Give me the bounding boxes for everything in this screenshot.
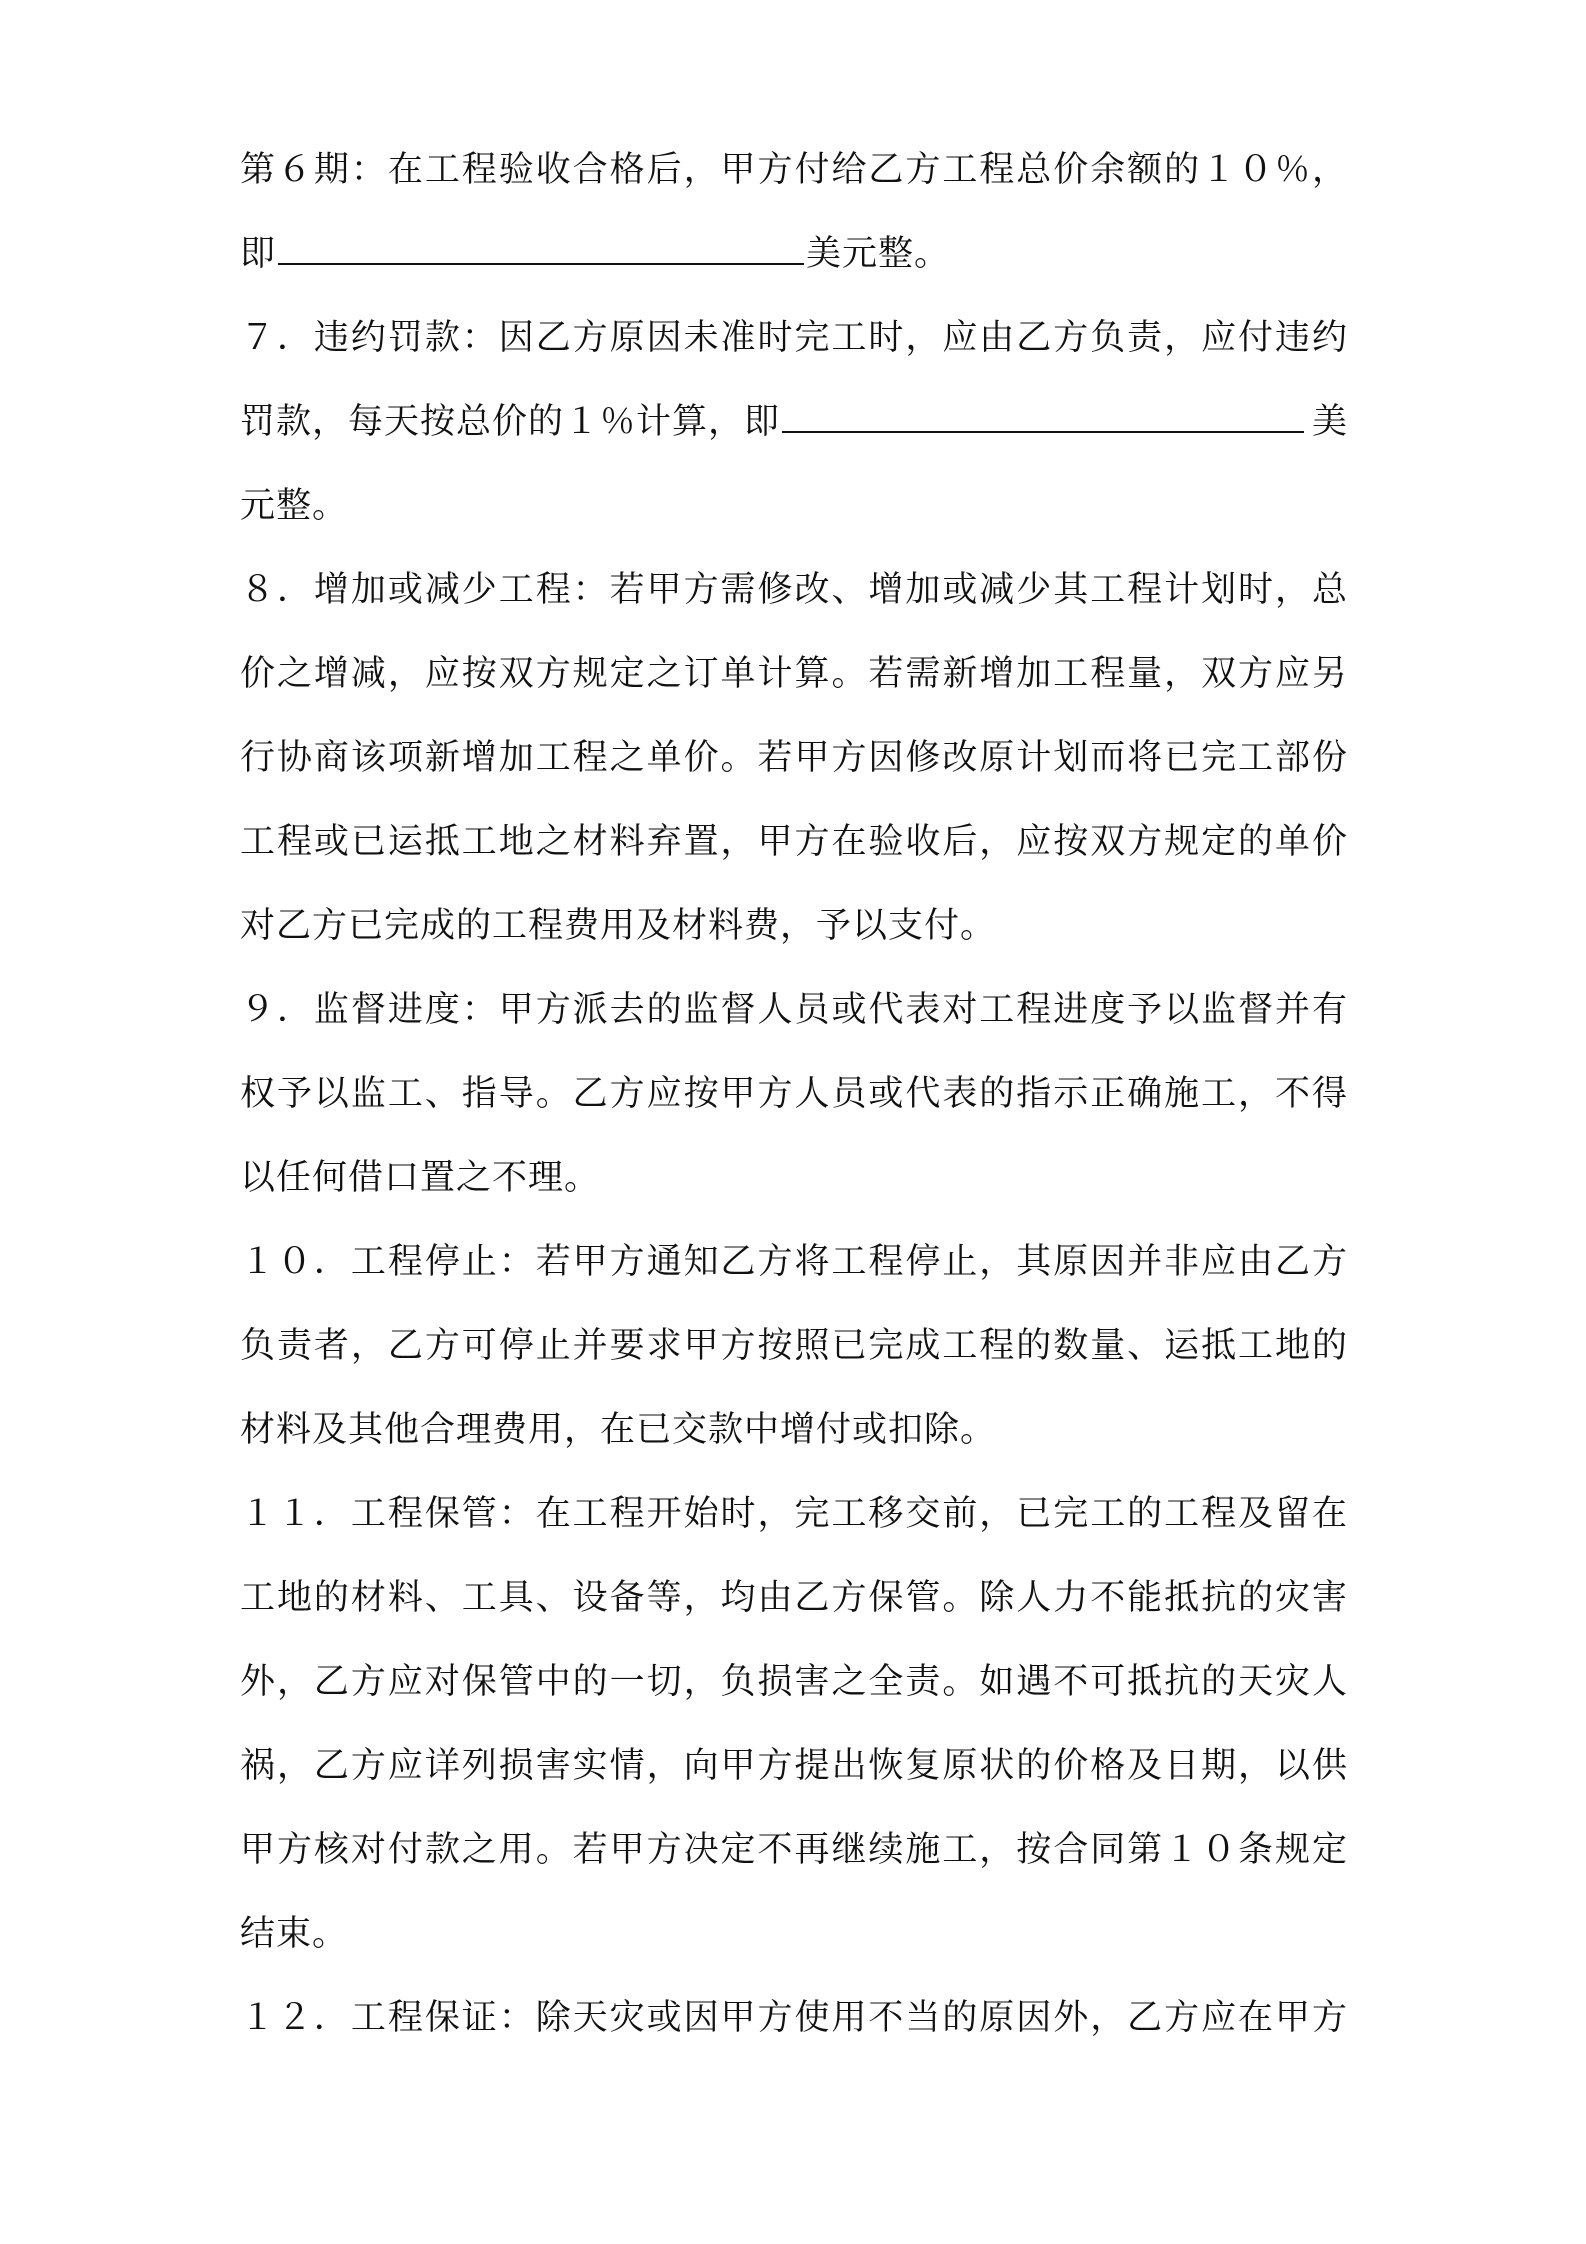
text-fragment: 罚款，每天按总价的１％计算，即 (240, 402, 781, 442)
text-line: １０．工程停止：若甲方通知乙方将工程停止，其原因并非应由乙方 (240, 1242, 1348, 1282)
text-fragment: 美 (1311, 402, 1348, 442)
text-line: 材料及其他合理费用，在已交款中增付或扣除。 (240, 1410, 997, 1450)
text-fragment: 美元整。 (806, 234, 951, 274)
contract-text (240, 128, 1348, 2060)
text-line: 对乙方已完成的工程费用及材料费，予以支付。 (240, 906, 997, 946)
text-line: 负责者，乙方可停止并要求甲方按照已完成工程的数量、运抵工地的 (240, 1326, 1348, 1366)
text-line (240, 380, 1348, 464)
text-line: 价之增减，应按双方规定之订单计算。若需新增加工程量，双方应另 (240, 654, 1348, 694)
text-line: ８．增加或减少工程：若甲方需修改、增加或减少其工程计划时，总 (240, 570, 1348, 610)
text-line: １１．工程保管：在工程开始时，完工移交前，已完工的工程及留在 (240, 1494, 1348, 1534)
fill-in-blank-line (782, 401, 1304, 433)
text-line: 元整。 (240, 486, 349, 526)
text-line: 权予以监工、指导。乙方应按甲方人员或代表的指示正确施工，不得 (240, 1074, 1348, 1114)
text-line (240, 212, 1348, 296)
text-line: 祸，乙方应详列损害实情，向甲方提出恢复原状的价格及日期，以供 (240, 1746, 1348, 1786)
text-line: 外，乙方应对保管中的一切，负损害之全责。如遇不可抵抗的天灾人 (240, 1662, 1348, 1702)
text-line: 工地的材料、工具、设备等，均由乙方保管。除人力不能抵抗的灾害 (240, 1578, 1348, 1618)
text-fragment: 即 (240, 234, 277, 274)
text-line: １２．工程保证：除天灾或因甲方使用不当的原因外，乙方应在甲方 (240, 1998, 1348, 2038)
text-line: 第６期：在工程验收合格后，甲方付给乙方工程总价余额的１０％， (240, 150, 1348, 190)
text-line: 行协商该项新增加工程之单价。若甲方因修改原计划而将已完工部份 (240, 738, 1348, 778)
text-line: 以任何借口置之不理。 (240, 1158, 601, 1198)
fill-in-blank-line (278, 233, 804, 265)
text-line: 甲方核对付款之用。若甲方决定不再继续施工，按合同第１０条规定 (240, 1830, 1348, 1870)
text-line: ７．违约罚款：因乙方原因未准时完工时，应由乙方负责，应付违约 (240, 318, 1348, 358)
text-line: 结束。 (240, 1914, 349, 1954)
text-line: ９．监督进度：甲方派去的监督人员或代表对工程进度予以监督并有 (240, 990, 1348, 1030)
text-line: 工程或已运抵工地之材料弃置，甲方在验收后，应按双方规定的单价 (240, 822, 1348, 862)
